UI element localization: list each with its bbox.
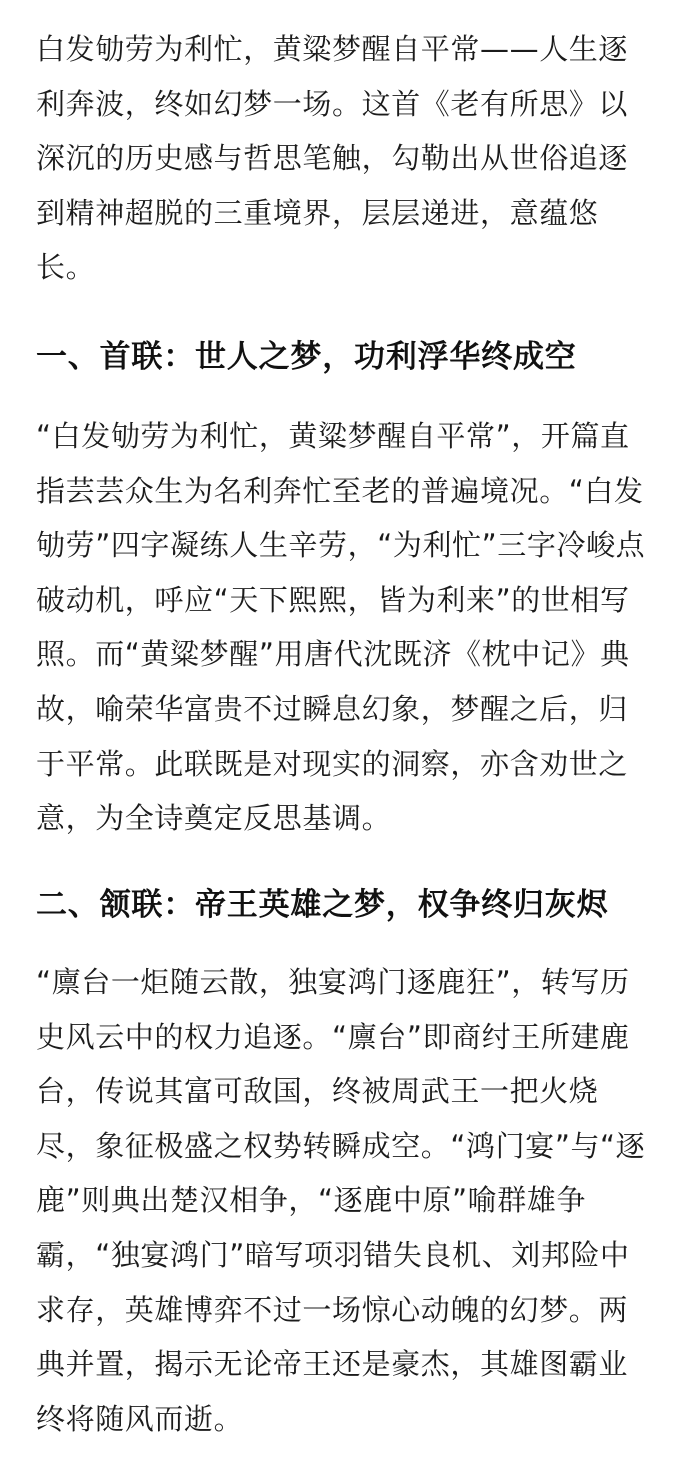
section-1-line: 照。而“黄粱梦醒”用唐代沈既济《枕中记》典 (36, 637, 630, 672)
section-2-line: 尽，象征极盛之权势转瞬成空。“鸿门宴”与“逐 (36, 1128, 646, 1163)
section-1-text (36, 409, 672, 846)
section-2-line: 鹿”则典出楚汉相争，“逐鹿中原”喻群雄争 (36, 1183, 587, 1218)
section-1-line: 故，喻荣华富贵不过瞬息幻象，梦醒之后，归 (36, 691, 629, 726)
intro-line: 利奔波，终如幻梦一场。这首《老有所思》以 (36, 86, 629, 121)
section-1-line: 于平常。此联既是对现实的洞察，亦含劝世之 (36, 746, 629, 781)
intro-line: 到精神超脱的三重境界，层层递进，意蕴悠 (36, 195, 599, 230)
intro-line: 深沉的历史感与哲思笔触，勾勒出从世俗追逐 (36, 141, 629, 176)
section-2-line: 典并置，揭示无论帝王还是豪杰，其雄图霸业 (36, 1347, 629, 1382)
section-2-body (36, 955, 672, 1446)
section-1-body (36, 409, 672, 846)
section-2-text (36, 955, 672, 1446)
section-1-line: 指芸芸众生为名利奔忙至老的普遍境况。“白发 (36, 473, 644, 508)
section-2-heading: 二、颔联：帝王英雄之梦，权争终归灰烬 (36, 887, 609, 923)
section-2-line: 终将随风而逝。 (36, 1401, 244, 1436)
section-2-line: 求存，英雄博弈不过一场惊心动魄的幻梦。两 (36, 1292, 629, 1327)
intro-paragraph (36, 22, 672, 295)
section-1 (36, 330, 672, 384)
section-2 (36, 878, 672, 932)
section-2-line: 史风云中的权力追逐。“廪台”即商纣王所建鹿 (36, 1019, 630, 1054)
section-2-line: 霸，“独宴鸿门”暗写项羽错失良机、刘邦险中 (36, 1237, 630, 1272)
section-2-line: 台，传说其富可敌国，终被周武王一把火烧 (36, 1074, 599, 1109)
intro-text (36, 22, 672, 295)
section-1-line: 破动机，呼应“天下熙熙，皆为利来”的世相写 (36, 582, 630, 617)
section-1-heading: 一、首联：世人之梦，功利浮华终成空 (36, 339, 577, 375)
section-1-line: 劬劳”四字凝练人生辛劳，“为利忙”三字冷峻点 (36, 528, 646, 563)
section-2-line: “廪台一炬随云散，独宴鸿门逐鹿狂”，转写历 (36, 965, 630, 999)
section-1-line: 意，为全诗奠定反思基调。 (36, 801, 392, 836)
section-1-line: “白发劬劳为利忙，黄粱梦醒自平常”，开篇直 (36, 419, 630, 453)
intro-line: 白发劬劳为利忙，黄粱梦醒自平常——人生逐 (36, 32, 629, 66)
intro-line: 长。 (36, 250, 96, 285)
